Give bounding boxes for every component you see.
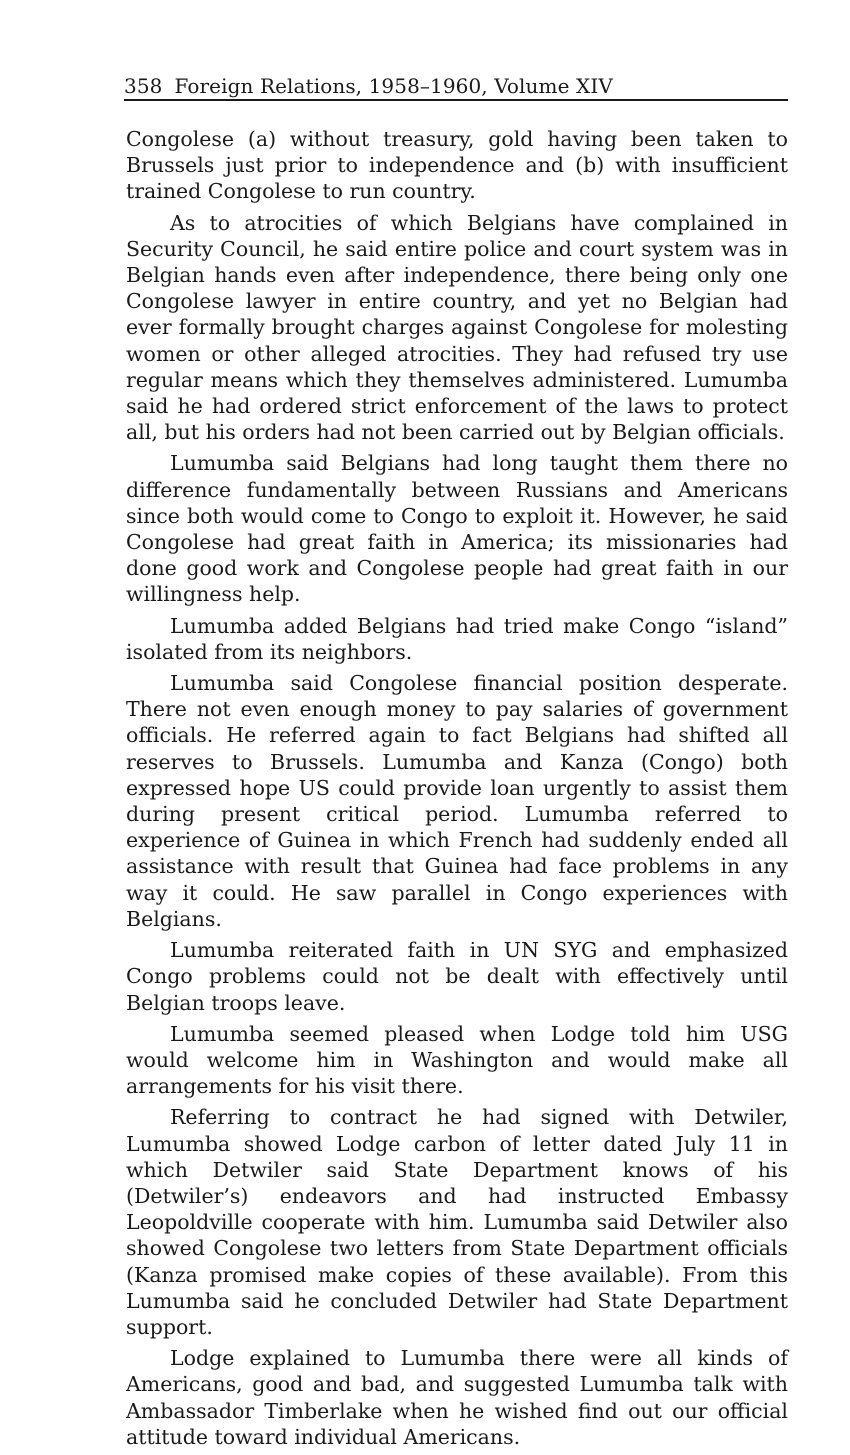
paragraph: Lumumba seemed pleased when Lodge told him USG would welcome him in Washington and would make all arrangements for his visit there.: [126, 1021, 788, 1099]
paragraph: Lumumba added Belgians had tried make Congo “island” isolated from its neighbors.: [126, 613, 788, 664]
paragraph: Congolese (a) without treasury, gold having been taken to Brussels just prior to independence and (b) with insufficient trained Congolese to run country.: [126, 127, 788, 204]
running-header: [124, 73, 788, 101]
paragraph: Lumumba reiterated faith in UN SYG and emphasized Congo problems could not be dealt with effectively until Belgian troops leave.: [126, 938, 788, 1015]
paragraph: Referring to contract he had signed with Detwiler, Lumumba showed Lodge carbon of letter dated July 11 in which Detwiler said State Department knows of his (Detwiler’s) endeavors and had instructed Embassy Leopoldville cooperate with him. Lumumba said Detwiler also showed Congolese two letters from State Department officials (Kanza promised make copies of these available). From this Lumumba said he concluded Detwiler had State Department support.: [126, 1105, 788, 1339]
paragraph: Lumumba said Congolese financial position desperate. There not even enough money to pay salaries of government officials. He referred again to fact Belgians had shifted all reserves to Brussels. Lumumba and Kanza (Congo) both expressed hope US could provide loan urgently to assist them during present critical period. Lumumba referred to experience of Guinea in which French had suddenly ended all assistance with result that Guinea had face problems in any way it could. He saw parallel in Congo experiences with Belgians.: [126, 671, 788, 931]
paragraph: Lodge explained to Lumumba there were all kinds of Americans, good and bad, and suggested Lumumba talk with Ambassador Timberlake when he wished find out our official attitude toward individual Americans.: [126, 1346, 788, 1449]
page-body: [126, 126, 788, 1455]
paragraph: Lumumba said Belgians had long taught them there no difference fundamentally between Russians and Americans since both would come to Congo to exploit it. However, he said Congolese had great faith in America; its missionaries had done good work and Congolese people had great faith in our willingness help.: [126, 451, 788, 607]
paragraph: As to atrocities of which Belgians have complained in Security Council, he said entire police and court system was in Belgian hands even after independence, there being only one Congolese lawyer in entire country, and yet no Belgian had ever formally brought charges against Congolese for molesting women or other alleged atrocities. They had refused try use regular means which they themselves administered. Lumumba said he had ordered strict enforcement of the laws to protect all, but his orders had not been carried out by Belgian officials.: [126, 210, 788, 445]
page-number: 358: [124, 74, 163, 98]
header-title: Foreign Relations, 1958–1960, Volume XIV: [174, 74, 613, 98]
